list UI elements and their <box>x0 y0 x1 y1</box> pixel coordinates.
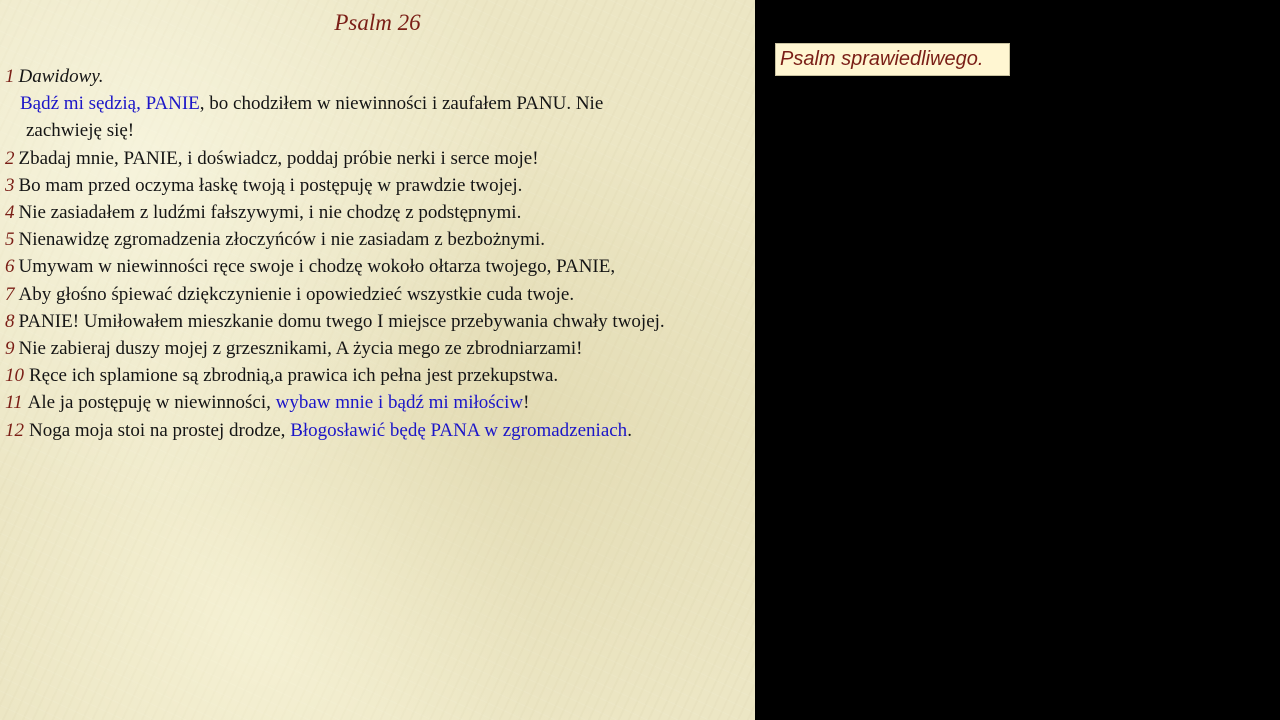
verse-text: Nie zabieraj duszy mojej z grzesznikami, A życia mego ze zbrodniarzami! <box>18 338 583 360</box>
verse-number: 11 <box>5 392 23 414</box>
verse-text: Bo mam przed oczyma łaskę twoją i postępuję w prawdzie twojej. <box>18 174 523 196</box>
verse-5 <box>5 226 750 253</box>
verse-text: PANIE! Umiłowałem mieszkanie domu twego I miejsce przebywania chwały twojej. <box>18 310 665 332</box>
verse-text-end: . <box>627 419 632 441</box>
verse-9 <box>5 335 750 362</box>
verse-text: Noga moja stoi na prostej drodze, <box>29 419 291 441</box>
verse-number: 12 <box>5 419 24 441</box>
verse-text: Nie zasiadałem z ludźmi fałszywymi, i nie chodzę z podstępnymi. <box>18 202 522 224</box>
verse-3 <box>5 172 750 199</box>
verse-text: Zbadaj mnie, PANIE, i doświadcz, poddaj próbie nerki i serce moje! <box>18 147 539 169</box>
verse-number: 2 <box>5 147 15 169</box>
verse-6 <box>5 253 750 280</box>
verse-number: 10 <box>5 365 24 387</box>
verse-number: 6 <box>5 256 15 278</box>
verse-number: 1 <box>5 66 15 87</box>
psalm-title: Psalm 26 <box>334 10 421 35</box>
verse-number: 7 <box>5 283 15 305</box>
verse-superscription: Dawidowy. <box>18 66 104 87</box>
verse-text: Ręce ich splamione są zbrodnią,a prawica ich pełna jest przekupstwa. <box>29 365 559 387</box>
verse-text: Nienawidzę zgromadzenia złoczyńców i nie zasiadam z bezbożnymi. <box>18 229 545 251</box>
verse-highlight: Błogosławić będę PANA w zgromadzeniach <box>290 419 628 441</box>
verse-7 <box>5 281 750 308</box>
verse-10 <box>5 362 750 389</box>
verse-number: 4 <box>5 202 15 224</box>
verse-text: zachwieję się! <box>26 120 135 142</box>
verse-1 <box>5 63 750 90</box>
verse-number: 5 <box>5 229 15 251</box>
verse-highlight: wybaw mnie i bądź mi miłościw <box>275 392 524 414</box>
verse-text: , bo chodziłem w niewinności i zaufałem PANU. Nie <box>199 93 604 115</box>
verse-text: Umywam w niewinności ręce swoje i chodzę wokoło ołtarza twojego, PANIE, <box>18 256 616 278</box>
verse-text: Aby głośno śpiewać dziękczynienie i opowiedzieć wszystkie cuda twoje. <box>18 283 575 305</box>
verse-11 <box>5 389 750 416</box>
verse-8 <box>5 308 750 335</box>
verse-number: 9 <box>5 338 15 360</box>
verse-text: Ale ja postępuję w niewinności, <box>27 392 276 414</box>
verse-1-body <box>5 90 750 117</box>
verse-1-continuation <box>5 117 750 144</box>
psalm-note-box: Psalm sprawiedliwego. <box>775 43 1010 76</box>
verse-highlight: Bądź mi sędzią, PANIE <box>20 93 200 115</box>
verse-4 <box>5 199 750 226</box>
verse-12 <box>5 417 750 444</box>
verse-number: 8 <box>5 310 15 332</box>
verse-2 <box>5 145 750 172</box>
verse-list <box>5 63 750 444</box>
verse-text-end: ! <box>523 392 530 414</box>
verse-number: 3 <box>5 174 15 196</box>
